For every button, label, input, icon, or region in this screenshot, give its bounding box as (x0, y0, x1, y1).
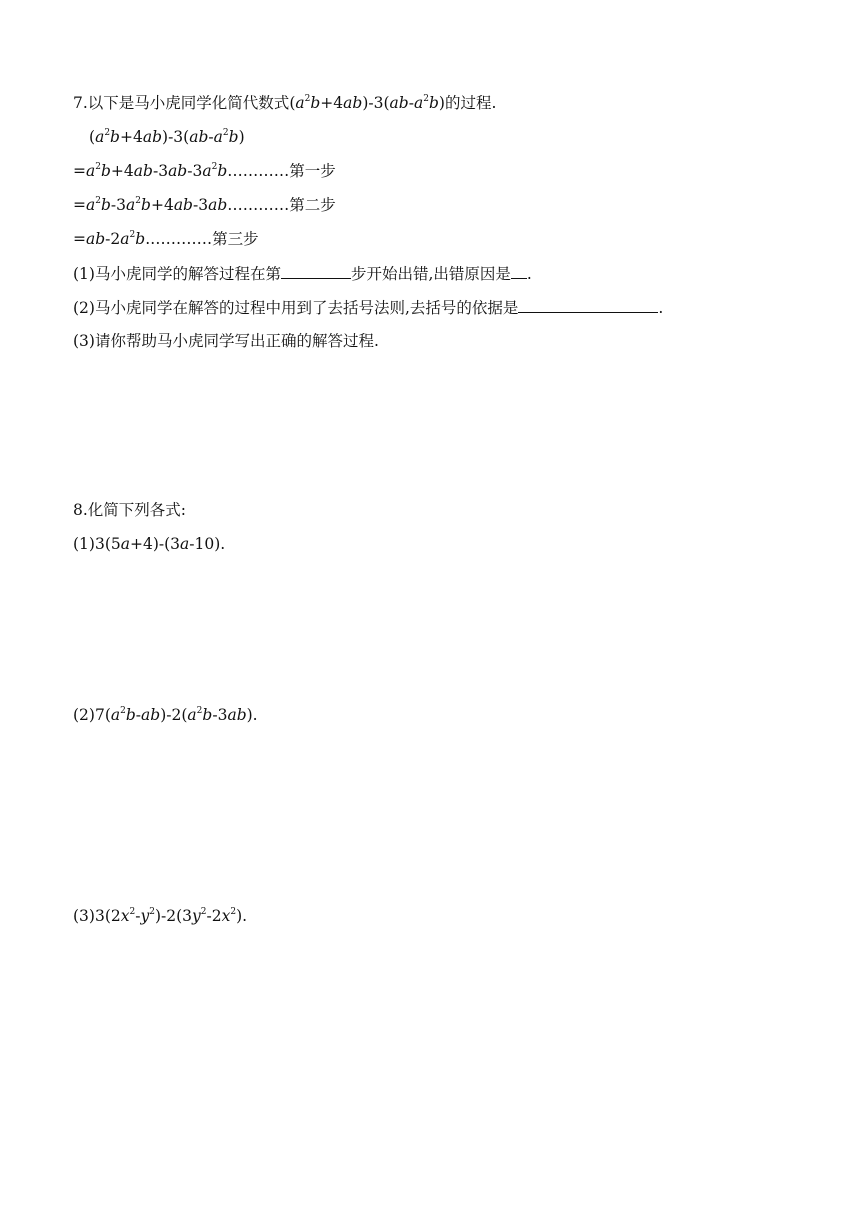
answer-blank-reason[interactable] (511, 263, 527, 279)
q7-expression: $(a^2b+4ab)-3(ab-a^2b)$ (89, 127, 245, 146)
q7-sub-1: (1)马小虎同学的解答过程在第 步开始出错,出错原因是 . (73, 265, 532, 283)
q8-part-1: (1)3(5a+4)-(3a-10). (73, 535, 226, 553)
q7-step-3: $=ab-2a^2b.\dots\dots\dots\dots$第三步 (73, 229, 259, 248)
q7-sub-2: (2)马小虎同学在解答的过程中用到了去括号法则,去括号的依据是 . (73, 299, 664, 317)
q8-part-3: $(3)3(2x^2-y^2)-2(3y^2-2x^2)$. (73, 906, 248, 925)
q7-sub-3: (3)请你帮助马小虎同学写出正确的解答过程. (73, 332, 379, 350)
q7-step-2: $=a^2b-3a^2b+4ab-3ab\dots\dots\dots\dots$第二步 (73, 195, 336, 214)
q8-title: 8.化简下列各式: (73, 501, 187, 519)
answer-blank-basis[interactable] (518, 297, 658, 313)
answer-blank-step[interactable] (281, 263, 351, 279)
q7-step-1: $=a^2b+4ab-3ab-3a^2b\dots\dots\dots\dots$第一步 (73, 161, 336, 180)
q8-part-2: $(2)7(a^2b-ab)-2(a^2b-3ab)$. (73, 705, 258, 724)
q7-title: 7.以下是马小虎同学化简代数式$(a^2b+4ab)-3(ab-a^2b)$的过程. (73, 93, 497, 112)
